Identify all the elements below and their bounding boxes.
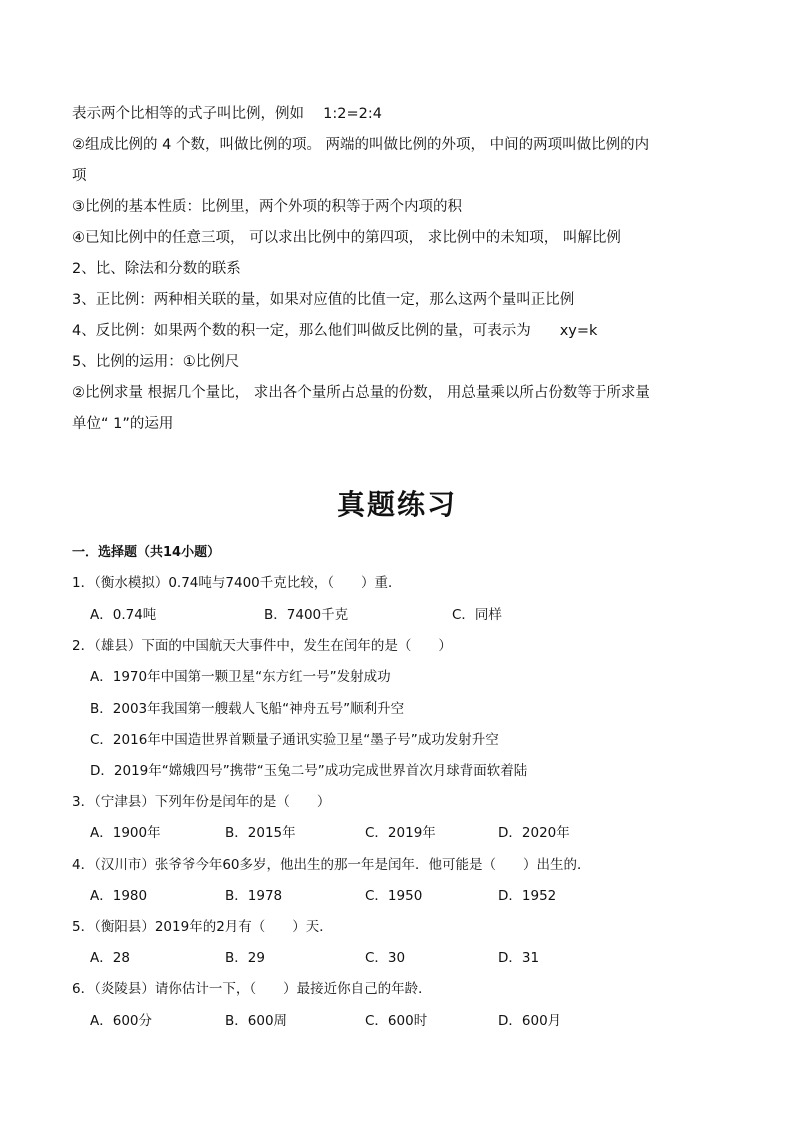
note-line: 3、正比例：两种相关联的量，如果对应值的比值一定，那么这两个量叫正比例 bbox=[72, 292, 575, 308]
question-5: 5．（衡阳县）2019年的2月有（ ）天． bbox=[72, 919, 333, 935]
option-a[interactable]: A．28 bbox=[90, 950, 130, 966]
note-line: 4、反比例：如果两个数的积一定，那么他们叫做反比例的量，可表示为 xy=k bbox=[72, 323, 598, 339]
question-3: 3．（宁津县）下列年份是闰年的是（ ） bbox=[72, 794, 331, 810]
question-5-options bbox=[90, 946, 730, 964]
option-c[interactable]: C．2016年中国造世界首颗量子通讯实验卫星“墨子号”成功发射升空 bbox=[90, 732, 499, 748]
option-b[interactable]: B．1978 bbox=[225, 888, 283, 904]
note-line: ③比例的基本性质：比例里，两个外项的积等于两个内项的积 bbox=[72, 199, 462, 215]
question-1: 1．（衡水模拟）0.74吨与7400千克比较，（ ）重． bbox=[72, 575, 402, 591]
option-a[interactable]: A．1980 bbox=[90, 888, 148, 904]
option-c[interactable]: C．600时 bbox=[365, 1013, 428, 1029]
question-1-options bbox=[90, 603, 730, 621]
option-c[interactable]: C．1950 bbox=[365, 888, 423, 904]
question-4: 4．（汉川市）张爷爷今年60多岁，他出生的那一年是闰年．他可能是（ ）出生的． bbox=[72, 857, 591, 873]
note-line: ②组成比例的 4 个数，叫做比例的项。 两端的叫做比例的外项， 中间的两项叫做比例的内 bbox=[72, 137, 650, 153]
option-d[interactable]: D．2019年“嫦娥四号”携带“玉兔二号”成功完成世界首次月球背面软着陆 bbox=[90, 763, 528, 779]
option-a[interactable]: A．0.74吨 bbox=[90, 607, 157, 623]
option-d[interactable]: D．31 bbox=[498, 950, 540, 966]
question-6-options bbox=[90, 1009, 730, 1027]
note-line: 2、比、除法和分数的联系 bbox=[72, 261, 241, 277]
note-line: 5、比例的运用：①比例尺 bbox=[72, 354, 240, 370]
note-line: 项 bbox=[72, 168, 87, 184]
option-c[interactable]: C．同样 bbox=[452, 607, 502, 623]
option-c[interactable]: C．30 bbox=[365, 950, 406, 966]
option-b[interactable]: B．29 bbox=[225, 950, 265, 966]
option-a[interactable]: A．600分 bbox=[90, 1013, 153, 1029]
note-line: 表示两个比相等的式子叫比例，例如 1:2=2:4 bbox=[72, 106, 382, 122]
question-3-options bbox=[90, 821, 730, 839]
option-a[interactable]: A．1970年中国第一颗卫星“东方红一号”发射成功 bbox=[90, 669, 391, 685]
question-4-options bbox=[90, 884, 730, 902]
page-title: 真题练习 bbox=[336, 488, 457, 521]
note-line: 单位“ 1”的运用 bbox=[72, 416, 174, 432]
option-d[interactable]: D．600月 bbox=[498, 1013, 562, 1029]
note-line: ④已知比例中的任意三项， 可以求出比例中的第四项， 求比例中的未知项， 叫解比例 bbox=[72, 230, 621, 246]
option-b[interactable]: B．600周 bbox=[225, 1013, 288, 1029]
option-b[interactable]: B．2003年我国第一艘载人飞船“神舟五号”顺利升空 bbox=[90, 701, 405, 717]
knowledge-notes bbox=[72, 99, 732, 440]
option-a[interactable]: A．1900年 bbox=[90, 825, 161, 841]
option-b[interactable]: B．2015年 bbox=[225, 825, 296, 841]
section-heading: 一．选择题（共14小题） bbox=[72, 545, 221, 560]
question-6: 6．（炎陵县）请你估计一下，（ ）最接近你自己的年龄． bbox=[72, 981, 432, 997]
option-d[interactable]: D．1952 bbox=[498, 888, 557, 904]
question-2: 2．（雄县）下面的中国航天大事件中，发生在闰年的是（ ） bbox=[72, 638, 452, 654]
option-c[interactable]: C．2019年 bbox=[365, 825, 436, 841]
option-b[interactable]: B．7400千克 bbox=[264, 607, 349, 623]
note-line: ②比例求量 根据几个量比， 求出各个量所占总量的份数， 用总量乘以所占份数等于所求量 bbox=[72, 385, 650, 401]
option-d[interactable]: D．2020年 bbox=[498, 825, 570, 841]
